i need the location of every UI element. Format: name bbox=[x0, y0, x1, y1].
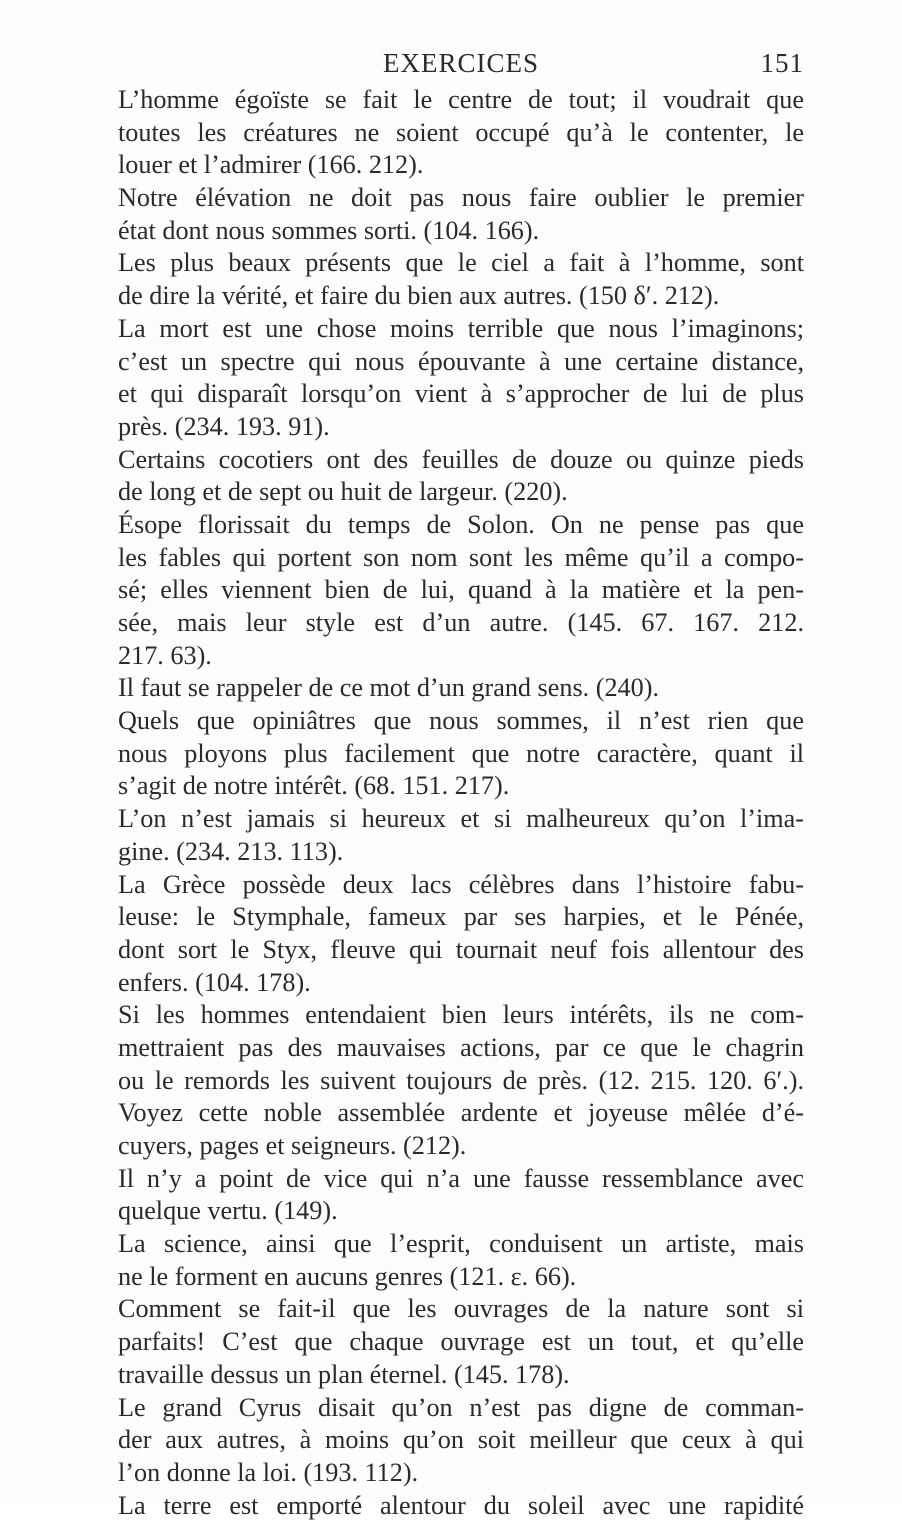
text-line: Il n’y a point de vice qui n’a une fausse ressemblance avec bbox=[118, 1163, 804, 1193]
text-line: enfers. (104. 178). bbox=[118, 967, 311, 997]
text-line: travaille dessus un plan éternel. (145. 178). bbox=[118, 1359, 570, 1389]
exercise-paragraph bbox=[118, 247, 804, 312]
text-line: l’on donne la loi. (193. 112). bbox=[118, 1457, 419, 1487]
text-line: Comment se fait-il que les ouvrages de la nature sont si bbox=[118, 1294, 804, 1324]
text-line: mettraient pas des mauvaises actions, par ce que le chagrin bbox=[118, 1032, 804, 1062]
text-line: les fables qui portent son nom sont les même qu’il a compo- bbox=[118, 542, 804, 572]
text-line: état dont nous sommes sorti. (104. 166). bbox=[118, 215, 540, 245]
text-line: 217. 63). bbox=[118, 640, 212, 670]
text-line: de dire la vérité, et faire du bien aux autres. (150 δ′. 212). bbox=[118, 281, 720, 311]
text-line: c’est un spectre qui nous épouvante à une certaine distance, bbox=[118, 346, 804, 376]
text-line: Notre élévation ne doit pas nous faire oublier le premier bbox=[118, 183, 804, 213]
text-line: L’homme égoïste se fait le centre de tout; il voudrait que bbox=[118, 85, 804, 114]
text-line: ou le remords les suivent toujours de près. (12. 215. 120. 6′.). bbox=[118, 1065, 804, 1095]
exercise-paragraph bbox=[118, 313, 804, 444]
text-line: de long et de sept ou huit de largeur. (220). bbox=[118, 477, 568, 507]
exercise-text bbox=[118, 84, 804, 1522]
exercise-paragraph bbox=[118, 705, 804, 803]
text-line: La mort est une chose moins terrible que nous l’imaginons; bbox=[118, 313, 804, 343]
text-line: L’on n’est jamais si heureux et si malheureux qu’on l’ima- bbox=[118, 804, 804, 834]
text-line: Le grand Cyrus disait qu’on n’est pas digne de comman- bbox=[118, 1392, 804, 1422]
page-number: 151 bbox=[760, 48, 804, 78]
text-line: près. (234. 193. 91). bbox=[118, 411, 330, 441]
text-line: toutes les créatures ne soient occupé qu’à le contenter, le bbox=[118, 117, 804, 147]
exercise-paragraph bbox=[118, 999, 804, 1162]
text-line: La terre est emporté alentour du soleil avec une rapidité bbox=[118, 1490, 804, 1520]
text-line: gine. (234. 213. 113). bbox=[118, 836, 344, 866]
text-line: leuse: le Stymphale, fameux par ses harpies, et le Pénée, bbox=[118, 902, 804, 932]
exercise-paragraph bbox=[118, 1228, 804, 1293]
text-line: Il faut se rappeler de ce mot d’un grand sens. (240). bbox=[118, 673, 660, 703]
text-line: der aux autres, à moins qu’on soit meilleur que ceux à qui bbox=[118, 1425, 804, 1455]
exercise-paragraph bbox=[118, 444, 804, 509]
text-line: s’agit de notre intérêt. (68. 151. 217). bbox=[118, 771, 510, 801]
text-line: Quels que opiniâtres que nous sommes, il n’est rien que bbox=[118, 706, 804, 736]
text-line: Ésope florissait du temps de Solon. On ne pense pas que bbox=[118, 509, 804, 539]
running-title: EXERCICES bbox=[382, 48, 539, 78]
text-line: La science, ainsi que l’esprit, conduisent un artiste, mais bbox=[118, 1229, 804, 1259]
text-line: sé; elles viennent bien de lui, quand à la matière et la pen- bbox=[118, 575, 804, 605]
exercise-paragraph bbox=[118, 1293, 804, 1391]
exercise-paragraph bbox=[118, 509, 804, 672]
exercise-paragraph bbox=[118, 1490, 804, 1522]
text-line: ne le forment en aucuns genres (121. ε. 66). bbox=[118, 1261, 577, 1291]
exercise-paragraph bbox=[118, 84, 804, 182]
text-line: dont sort le Styx, fleuve qui tournait neuf fois allentour des bbox=[118, 934, 804, 964]
page-header bbox=[118, 46, 804, 80]
exercise-paragraph bbox=[118, 869, 804, 1000]
exercise-paragraph bbox=[118, 1163, 804, 1228]
text-line: cuyers, pages et seigneurs. (212). bbox=[118, 1131, 467, 1160]
text-line: et qui disparaît lorsqu’on vient à s’approcher de lui de plus bbox=[118, 379, 804, 409]
text-line: nous ployons plus facilement que notre caractère, quant il bbox=[118, 738, 804, 768]
exercise-paragraph bbox=[118, 182, 804, 247]
text-line: Si les hommes entendaient bien leurs intérêts, ils ne com- bbox=[118, 1000, 804, 1030]
text-line: parfaits! C’est que chaque ouvrage est un tout, et qu’elle bbox=[118, 1327, 804, 1357]
text-line: La Grèce possède deux lacs célèbres dans l’histoire fabu- bbox=[118, 869, 804, 899]
text-line: louer et l’admirer (166. 212). bbox=[118, 150, 424, 180]
exercise-paragraph bbox=[118, 803, 804, 868]
text-line: sée, mais leur style est d’un autre. (145. 67. 167. 212. bbox=[118, 608, 804, 637]
exercise-paragraph bbox=[118, 672, 804, 705]
text-line: quelque vertu. (149). bbox=[118, 1196, 338, 1226]
text-line: Voyez cette noble assemblée ardente et joyeuse mêlée d’é- bbox=[118, 1098, 804, 1128]
text-line: Certains cocotiers ont des feuilles de douze ou quinze pieds bbox=[118, 444, 804, 474]
text-line: Les plus beaux présents que le ciel a fait à l’homme, sont bbox=[118, 248, 804, 278]
exercise-paragraph bbox=[118, 1392, 804, 1490]
